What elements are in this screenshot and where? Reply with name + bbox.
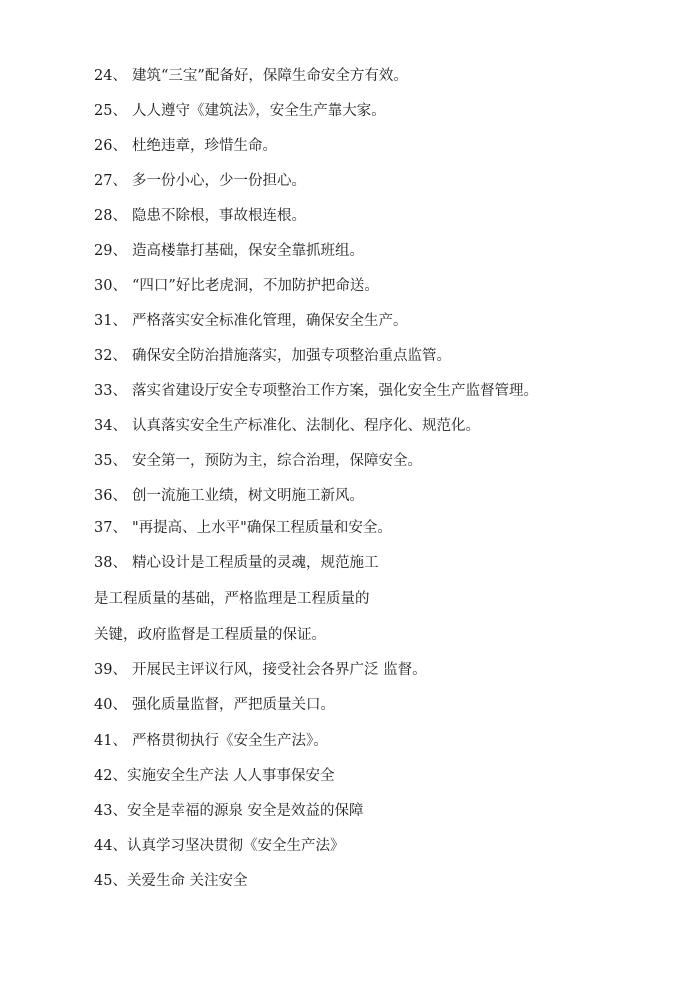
slogan-line	[94, 731, 328, 751]
item-text: 认真学习坚决贯彻《安全生产法》	[126, 838, 345, 854]
slogan-line	[94, 276, 379, 296]
slogan-line	[94, 311, 408, 331]
slogan-line	[94, 801, 364, 821]
item-text: 确保安全防治措施落实，加强专项整治重点监管。	[132, 348, 451, 364]
item-text: 认真落实安全生产标准化、法制化、程序化、规范化。	[132, 418, 480, 434]
slogan-line	[94, 871, 248, 891]
item-text: 强化质量监督，严把质量关口。	[132, 697, 335, 713]
item-text: 安全第一，预防为主，综合治理，保障安全。	[132, 453, 422, 469]
item-number: 38、	[94, 555, 127, 571]
item-text: 实施安全生产法 人人事事保安全	[126, 768, 335, 784]
slogan-line	[94, 660, 427, 680]
item-text: 人人遵守《建筑法》，安全生产靠大家。	[132, 103, 386, 119]
item-number: 35、	[94, 453, 127, 469]
item-number: 32、	[94, 348, 127, 364]
slogan-line	[94, 486, 364, 506]
item-number: 27、	[94, 173, 127, 189]
slogan-line	[94, 206, 306, 226]
item-text: 开展民主评议行风，接受社会各界广泛 监督。	[132, 662, 427, 678]
item-number: 40、	[94, 697, 127, 713]
item-text: 关键，政府监督是工程质量的保证。	[94, 627, 326, 643]
item-number: 42、	[94, 768, 127, 784]
slogan-line	[94, 171, 306, 191]
item-text: 多一份小心，少一份担心。	[132, 173, 306, 189]
item-number: 43、	[94, 803, 127, 819]
item-text: 隐患不除根，事故根连根。	[132, 208, 306, 224]
item-number: 37、	[94, 520, 127, 536]
slogan-continuation	[94, 625, 326, 645]
item-number: 44、	[94, 838, 127, 854]
item-number: 24、	[94, 68, 127, 84]
slogan-line	[94, 381, 538, 401]
item-text: 精心设计是工程质量的灵魂，规范施工	[132, 555, 379, 571]
slogan-line	[94, 241, 364, 261]
item-number: 30、	[94, 278, 127, 294]
item-number: 41、	[94, 733, 127, 749]
slogan-line	[94, 836, 344, 856]
item-number: 29、	[94, 243, 127, 259]
item-number: 26、	[94, 138, 127, 154]
slogan-line	[94, 101, 386, 121]
item-text: 创一流施工业绩，树文明施工新风。	[132, 488, 364, 504]
slogan-line	[94, 136, 277, 156]
item-text: "再提高、上水平"确保工程质量和安全。	[132, 520, 392, 536]
slogan-line	[94, 66, 408, 86]
item-text: 严格贯彻执行《安全生产法》。	[132, 733, 328, 749]
item-text: 造高楼靠打基础，保安全靠抓班组。	[132, 243, 364, 259]
item-number: 36、	[94, 488, 127, 504]
item-number: 39、	[94, 662, 127, 678]
slogan-line	[94, 553, 379, 573]
item-number: 31、	[94, 313, 127, 329]
item-text: 杜绝违章，珍惜生命。	[132, 138, 277, 154]
item-number: 28、	[94, 208, 127, 224]
item-text: 安全是幸福的源泉 安全是效益的保障	[126, 803, 364, 819]
item-text: 是工程质量的基础，严格监理是工程质量的	[94, 591, 370, 607]
slogan-line	[94, 346, 451, 366]
item-text: “四口”好比老虎洞，不加防护把命送。	[132, 278, 379, 294]
item-text: 建筑“三宝”配备好，保障生命安全方有效。	[132, 68, 408, 84]
item-number: 34、	[94, 418, 127, 434]
item-text: 关爱生命 关注安全	[126, 873, 248, 889]
item-number: 33、	[94, 383, 127, 399]
item-text: 严格落实安全标准化管理，确保安全生产。	[132, 313, 408, 329]
slogan-line	[94, 766, 335, 786]
slogan-line	[94, 416, 480, 436]
item-number: 45、	[94, 873, 127, 889]
item-number: 25、	[94, 103, 127, 119]
slogan-line	[94, 518, 392, 538]
slogan-continuation	[94, 589, 370, 609]
item-text: 落实省建设厅安全专项整治工作方案，强化安全生产监督管理。	[132, 383, 538, 399]
slogan-line	[94, 695, 335, 715]
slogan-line	[94, 451, 422, 471]
